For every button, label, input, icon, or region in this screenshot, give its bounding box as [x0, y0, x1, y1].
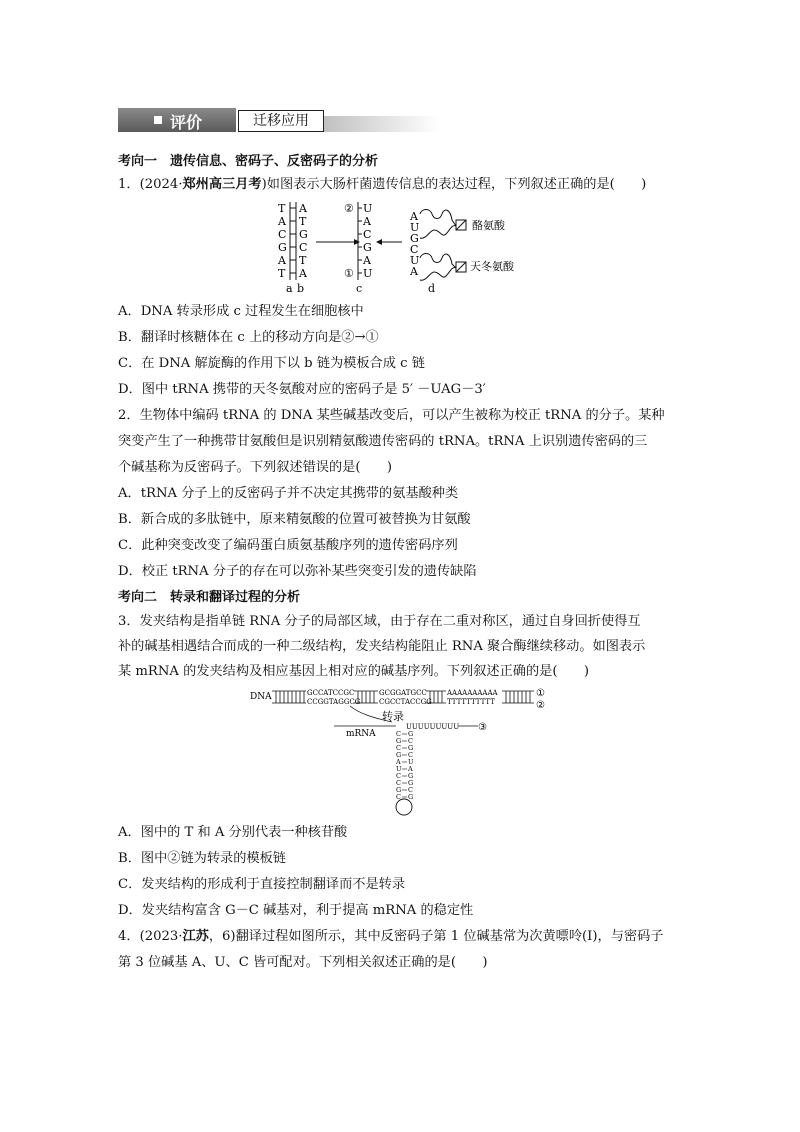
q4-stem-line-2: 第 3 位碱基 A、U、C 皆可配对。下列相关叙述正确的是( )	[118, 955, 488, 970]
poly-u: UUUUUUUUU	[406, 723, 460, 731]
q3-option-c: C．发夹结构的形成利于直接控制翻译而不是转录	[118, 877, 406, 892]
base: G	[396, 786, 402, 794]
q1-option-a: A．DNA 转录形成 c 过程发生在细胞核中	[118, 304, 364, 319]
amino-acid-2: 天冬氨酸	[470, 260, 514, 273]
base: G	[408, 730, 414, 738]
base: U	[363, 267, 373, 280]
base: C	[299, 241, 308, 254]
transcription-label: 转录	[382, 710, 404, 723]
q1-option-c: C．在 DNA 解旋酶的作用下以 b 链为模板合成 c 链	[118, 356, 425, 371]
base: G	[408, 744, 414, 752]
figure-gene-expression	[270, 200, 550, 296]
bot-seq-2: CGCCTACCGG	[379, 698, 432, 706]
banner-square-icon	[154, 116, 162, 124]
base: G	[408, 779, 414, 787]
label-b: b	[297, 282, 305, 295]
q3-option-a: A．图中的 T 和 A 分别代表一种核苷酸	[118, 825, 348, 840]
q2-stem-line-1: 2．生物体中编码 tRNA 的 DNA 某些碱基改变后，可以产生被称为校正 tRNA 的分子。某种	[118, 408, 665, 423]
base: G	[278, 241, 287, 254]
base: G	[408, 793, 414, 801]
label-d: d	[428, 282, 436, 295]
banner-subtitle: 迁移应用	[238, 110, 324, 132]
base: A	[299, 267, 307, 280]
base: U	[408, 758, 414, 766]
base: A	[396, 758, 401, 766]
base: G	[396, 737, 402, 745]
base: C	[410, 243, 419, 256]
q1-option-d: D．图中 tRNA 携带的天冬氨酸对应的密码子是 5′ －UAG－3′	[118, 382, 486, 397]
section-heading-2: 考向二 转录和翻译过程的分析	[118, 590, 301, 605]
stem-right	[407, 730, 414, 801]
base: U	[410, 221, 420, 234]
base: G	[410, 232, 419, 245]
base: C	[363, 228, 372, 241]
q4-prefix: 4．(2023·	[118, 929, 183, 944]
base: T	[299, 215, 307, 228]
q1-rest: )如图表示大肠杆菌遗传信息的表达过程，下列叙述正确的是( )	[261, 177, 647, 192]
base: C	[408, 786, 413, 794]
top-seq-3: AAAAAAAAAA	[447, 689, 498, 697]
base: C	[396, 793, 401, 801]
q2-option-d: D．校正 tRNA 分子的存在可以弥补某些突变引发的遗传缺陷	[118, 564, 477, 579]
base: A	[299, 202, 307, 215]
base: A	[410, 265, 418, 278]
marker-2: ②	[536, 700, 545, 711]
base: C	[396, 730, 401, 738]
question-4-stem	[118, 928, 663, 946]
hairpin-loop	[396, 799, 412, 815]
base: C	[396, 779, 401, 787]
base: A	[278, 254, 286, 267]
bot-seq-1: CCGGTAGGCG	[307, 698, 361, 706]
marker-3: ③	[478, 722, 487, 733]
base: U	[396, 765, 402, 773]
banner-fade-bar	[318, 116, 438, 132]
base: T	[278, 202, 286, 215]
bot-seq-3: TTTTTTTTTT	[447, 698, 495, 706]
q1-option-b: B．翻译时核糖体在 c 上的移动方向是②→①	[118, 330, 379, 345]
base: C	[396, 772, 401, 780]
base: A	[363, 215, 371, 228]
question-1-stem	[118, 176, 646, 194]
label-a: a	[286, 282, 293, 295]
marker-bottom: ①	[344, 267, 354, 280]
q3-stem-line-3: 某 mRNA 的发夹结构及相应基因上相对应的碱基序列。下列叙述正确的是( )	[118, 664, 589, 679]
label-c: c	[356, 282, 363, 295]
q2-option-b: B．新合成的多肽链中，原来精氨酸的位置可被替换为甘氨酸	[118, 512, 471, 527]
q2-stem-line-2: 突变产生了一种携带甘氨酸但是识别精氨酸遗传密码的 tRNA。tRNA 上识别遗传密码的三	[118, 434, 648, 449]
base: C	[278, 228, 287, 241]
q2-option-c: C．此种突变改变了编码蛋白质氨基酸序列的遗传密码序列	[118, 538, 458, 553]
strand-a	[277, 202, 287, 280]
marker-1: ①	[536, 688, 545, 699]
q1-prefix: 1．(2024·	[118, 177, 183, 192]
base: A	[408, 765, 413, 773]
top-seq-1: GCCATCCGC	[307, 689, 355, 697]
top-seq-2: GCGGATGCC	[379, 689, 427, 697]
q2-option-a: A．tRNA 分子上的反密码子并不决定其携带的氨基酸种类	[118, 486, 459, 501]
base: A	[410, 210, 418, 223]
q3-option-d: D．发夹结构富含 G－C 碱基对，利于提高 mRNA 的稳定性	[118, 903, 474, 918]
base: U	[410, 254, 420, 267]
base: T	[299, 254, 307, 267]
base: G	[408, 772, 414, 780]
marker-top: ②	[344, 202, 354, 215]
trna-bases	[409, 210, 419, 278]
q4-rest: ，6)翻译过程如图所示，其中反密码子第 1 位碱基常为次黄嘌呤(I)，与密码子	[208, 929, 664, 944]
section-heading-1: 考向一 遗传信息、密码子、反密码子的分析	[118, 154, 379, 169]
q1-source: 郑州高三月考	[182, 177, 262, 192]
base: A	[278, 215, 286, 228]
base: C	[396, 744, 401, 752]
q3-option-b: B．图中②链为转录的模板链	[118, 851, 286, 866]
q3-stem-line-2: 补的碱基相遇结合而成的一种二级结构，发夹结构能阻止 RNA 聚合酶继续移动。如图表示	[118, 639, 646, 654]
figure-hairpin	[250, 686, 560, 816]
base: C	[408, 737, 413, 745]
strand-b	[298, 202, 308, 280]
stem-left	[395, 730, 402, 801]
strand-c	[362, 202, 372, 280]
dna-label: DNA	[250, 692, 272, 702]
banner-title: 评价	[170, 113, 203, 132]
base: G	[363, 241, 372, 254]
q3-stem-line-1: 3．发夹结构是指单链 RNA 分子的局部区域，由于存在二重对称区，通过自身回折使得互	[118, 614, 641, 629]
base: U	[363, 202, 373, 215]
q2-stem-line-3: 个碱基称为反密码子。下列叙述错误的是( )	[118, 460, 393, 475]
amino-acid-1: 酪氨酸	[472, 219, 505, 232]
base: G	[396, 751, 402, 759]
base: C	[408, 751, 413, 759]
mrna-label: mRNA	[346, 729, 376, 739]
section-banner	[118, 108, 438, 132]
base: G	[299, 228, 308, 241]
q4-source: 江苏	[182, 929, 209, 944]
base: A	[363, 254, 371, 267]
base: T	[278, 267, 286, 280]
